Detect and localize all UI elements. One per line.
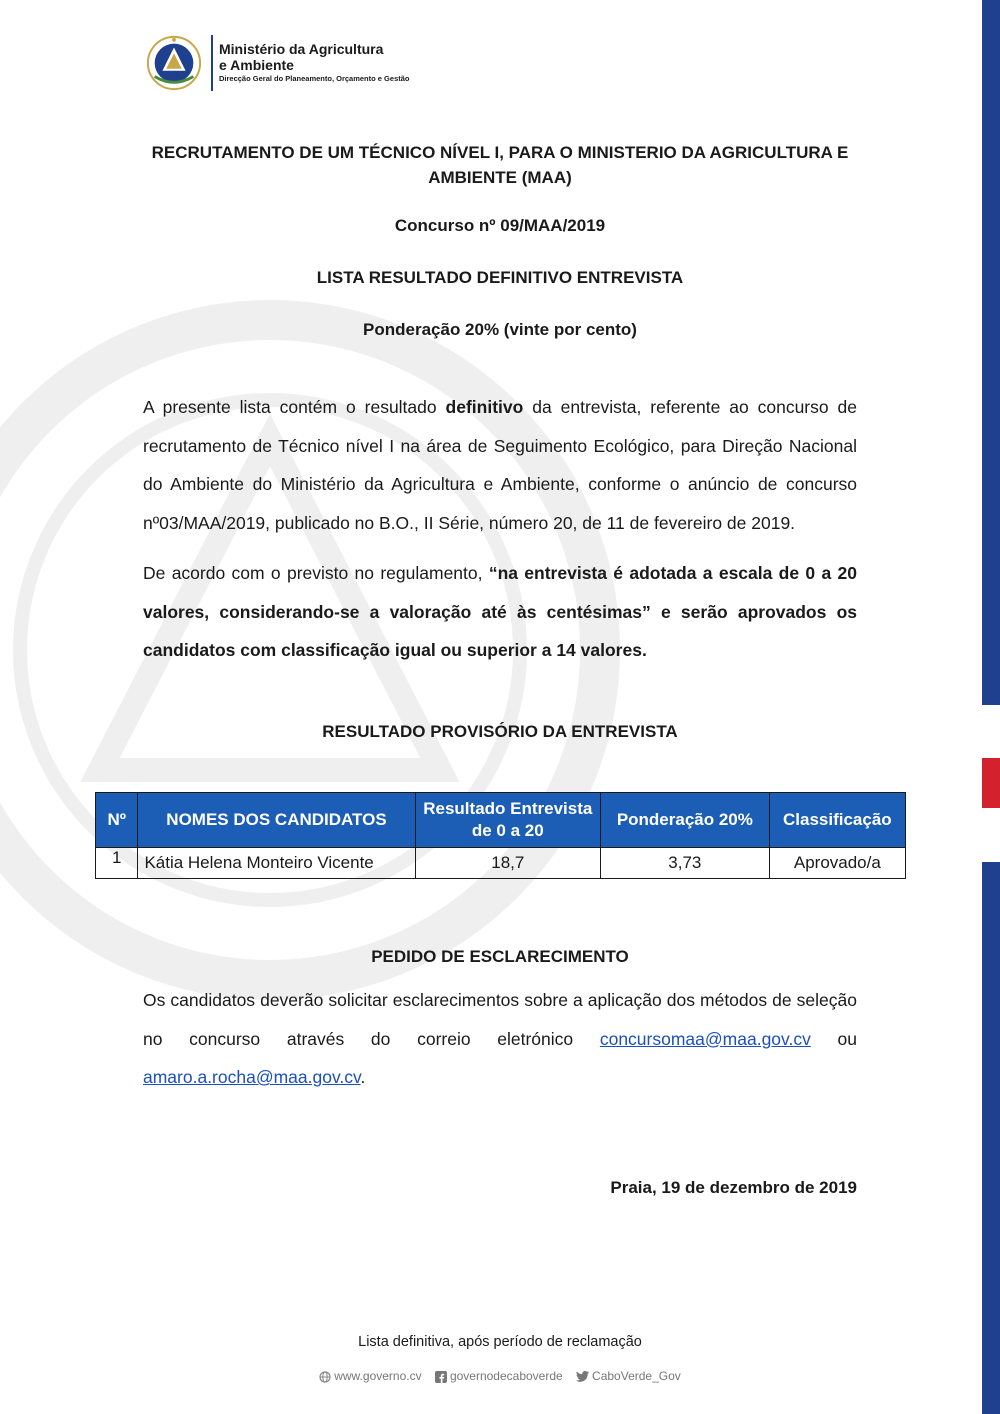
col-header-number: Nº [96, 793, 138, 848]
cell-candidate-name: Kátia Helena Monteiro Vicente [138, 848, 415, 879]
intro-paragraph: A presente lista contém o resultado definitivo da entrevista, referente ao concurso de recrutamento de Técnico nível I na área de Seguimento Ecológico, para Direção Nacional do Ambiente do Ministério da Agricultura e Ambiente, conforme o anúncio de concurso nº03/MAA/2019, publicado no B.O., II Série, número 20, de 11 de fevereiro de 2019. [143, 397, 858, 533]
side-bar-blue-top [982, 0, 1000, 705]
footer-note: Lista definitiva, após período de reclamação [358, 1334, 642, 1350]
globe-icon [319, 1371, 331, 1383]
cell-number: 1 [96, 848, 138, 879]
footer-facebook[interactable]: governodecaboverde [435, 1369, 566, 1383]
logo-divider [211, 35, 213, 91]
logo-directorate: Direcção Geral do Planeamento, Orçamento e Gestão [219, 74, 410, 83]
weighting-text: Ponderação 20% (vinte por cento) [363, 320, 637, 339]
twitter-icon [576, 1371, 589, 1382]
concurso-number: Concurso nº 09/MAA/2019 [394, 216, 606, 235]
ministry-logo [145, 34, 410, 92]
logo-ministry-name: Ministério da Agricultura [219, 41, 384, 57]
cell-classification: Aprovado/a [769, 848, 905, 879]
footer-twitter[interactable]: CaboVerde_Gov [576, 1369, 681, 1383]
email-link-amaro[interactable]: amaro.a.rocha@maa.gov.cv [143, 1067, 361, 1087]
coat-of-arms-icon [145, 34, 203, 92]
side-bar-red [982, 758, 1000, 808]
cell-interview-result: 18,7 [415, 848, 600, 879]
cell-weighting: 3,73 [601, 848, 770, 879]
document-date: Praia, 19 de dezembro de 2019 [610, 1178, 857, 1197]
list-title: LISTA RESULTADO DEFINITIVO ENTREVISTA [316, 268, 684, 287]
document-title: RECRUTAMENTO DE UM TÉCNICO NÍVEL I, PARA O MINISTERIO DA AGRICULTURA E AMBIENTE (MAA) [151, 143, 849, 187]
col-header-weighting: Ponderação 20% [601, 793, 770, 848]
facebook-icon [435, 1371, 447, 1383]
col-header-names: NOMES DOS CANDIDATOS [138, 793, 415, 848]
side-bar-blue-bottom [982, 862, 1000, 1414]
rules-paragraph: De acordo com o previsto no regulamento, “na entrevista é adotada a escala de 0 a 20 valores, considerando-se a valoração até às centésimas” e serão aprovados os candidatos com classificação igual ou superior a 14 valores. [143, 563, 857, 660]
results-title: RESULTADO PROVISÓRIO DA ENTREVISTA [322, 721, 678, 741]
logo-ministry-name-2: e Ambiente [219, 57, 294, 73]
clarification-title: PEDIDO DE ESCLARECIMENTO [371, 947, 629, 966]
footer-website[interactable]: www.governo.cv [319, 1369, 425, 1383]
email-link-concursomaa[interactable]: concursomaa@maa.gov.cv [599, 1028, 811, 1049]
clarification-paragraph: Os candidatos deverão solicitar esclarecimentos sobre a aplicação dos métodos de seleção no concurso através do correio eletrónico concursomaa@maa.gov.cv ou amaro.a.rocha@maa.gov.cv. [143, 990, 857, 1087]
col-header-classification: Classificação [769, 793, 905, 848]
col-header-interview-result: Resultado Entrevista de 0 a 20 [415, 793, 600, 848]
footer-links [0, 1369, 1000, 1383]
results-table [95, 792, 906, 879]
table-row [96, 848, 906, 879]
